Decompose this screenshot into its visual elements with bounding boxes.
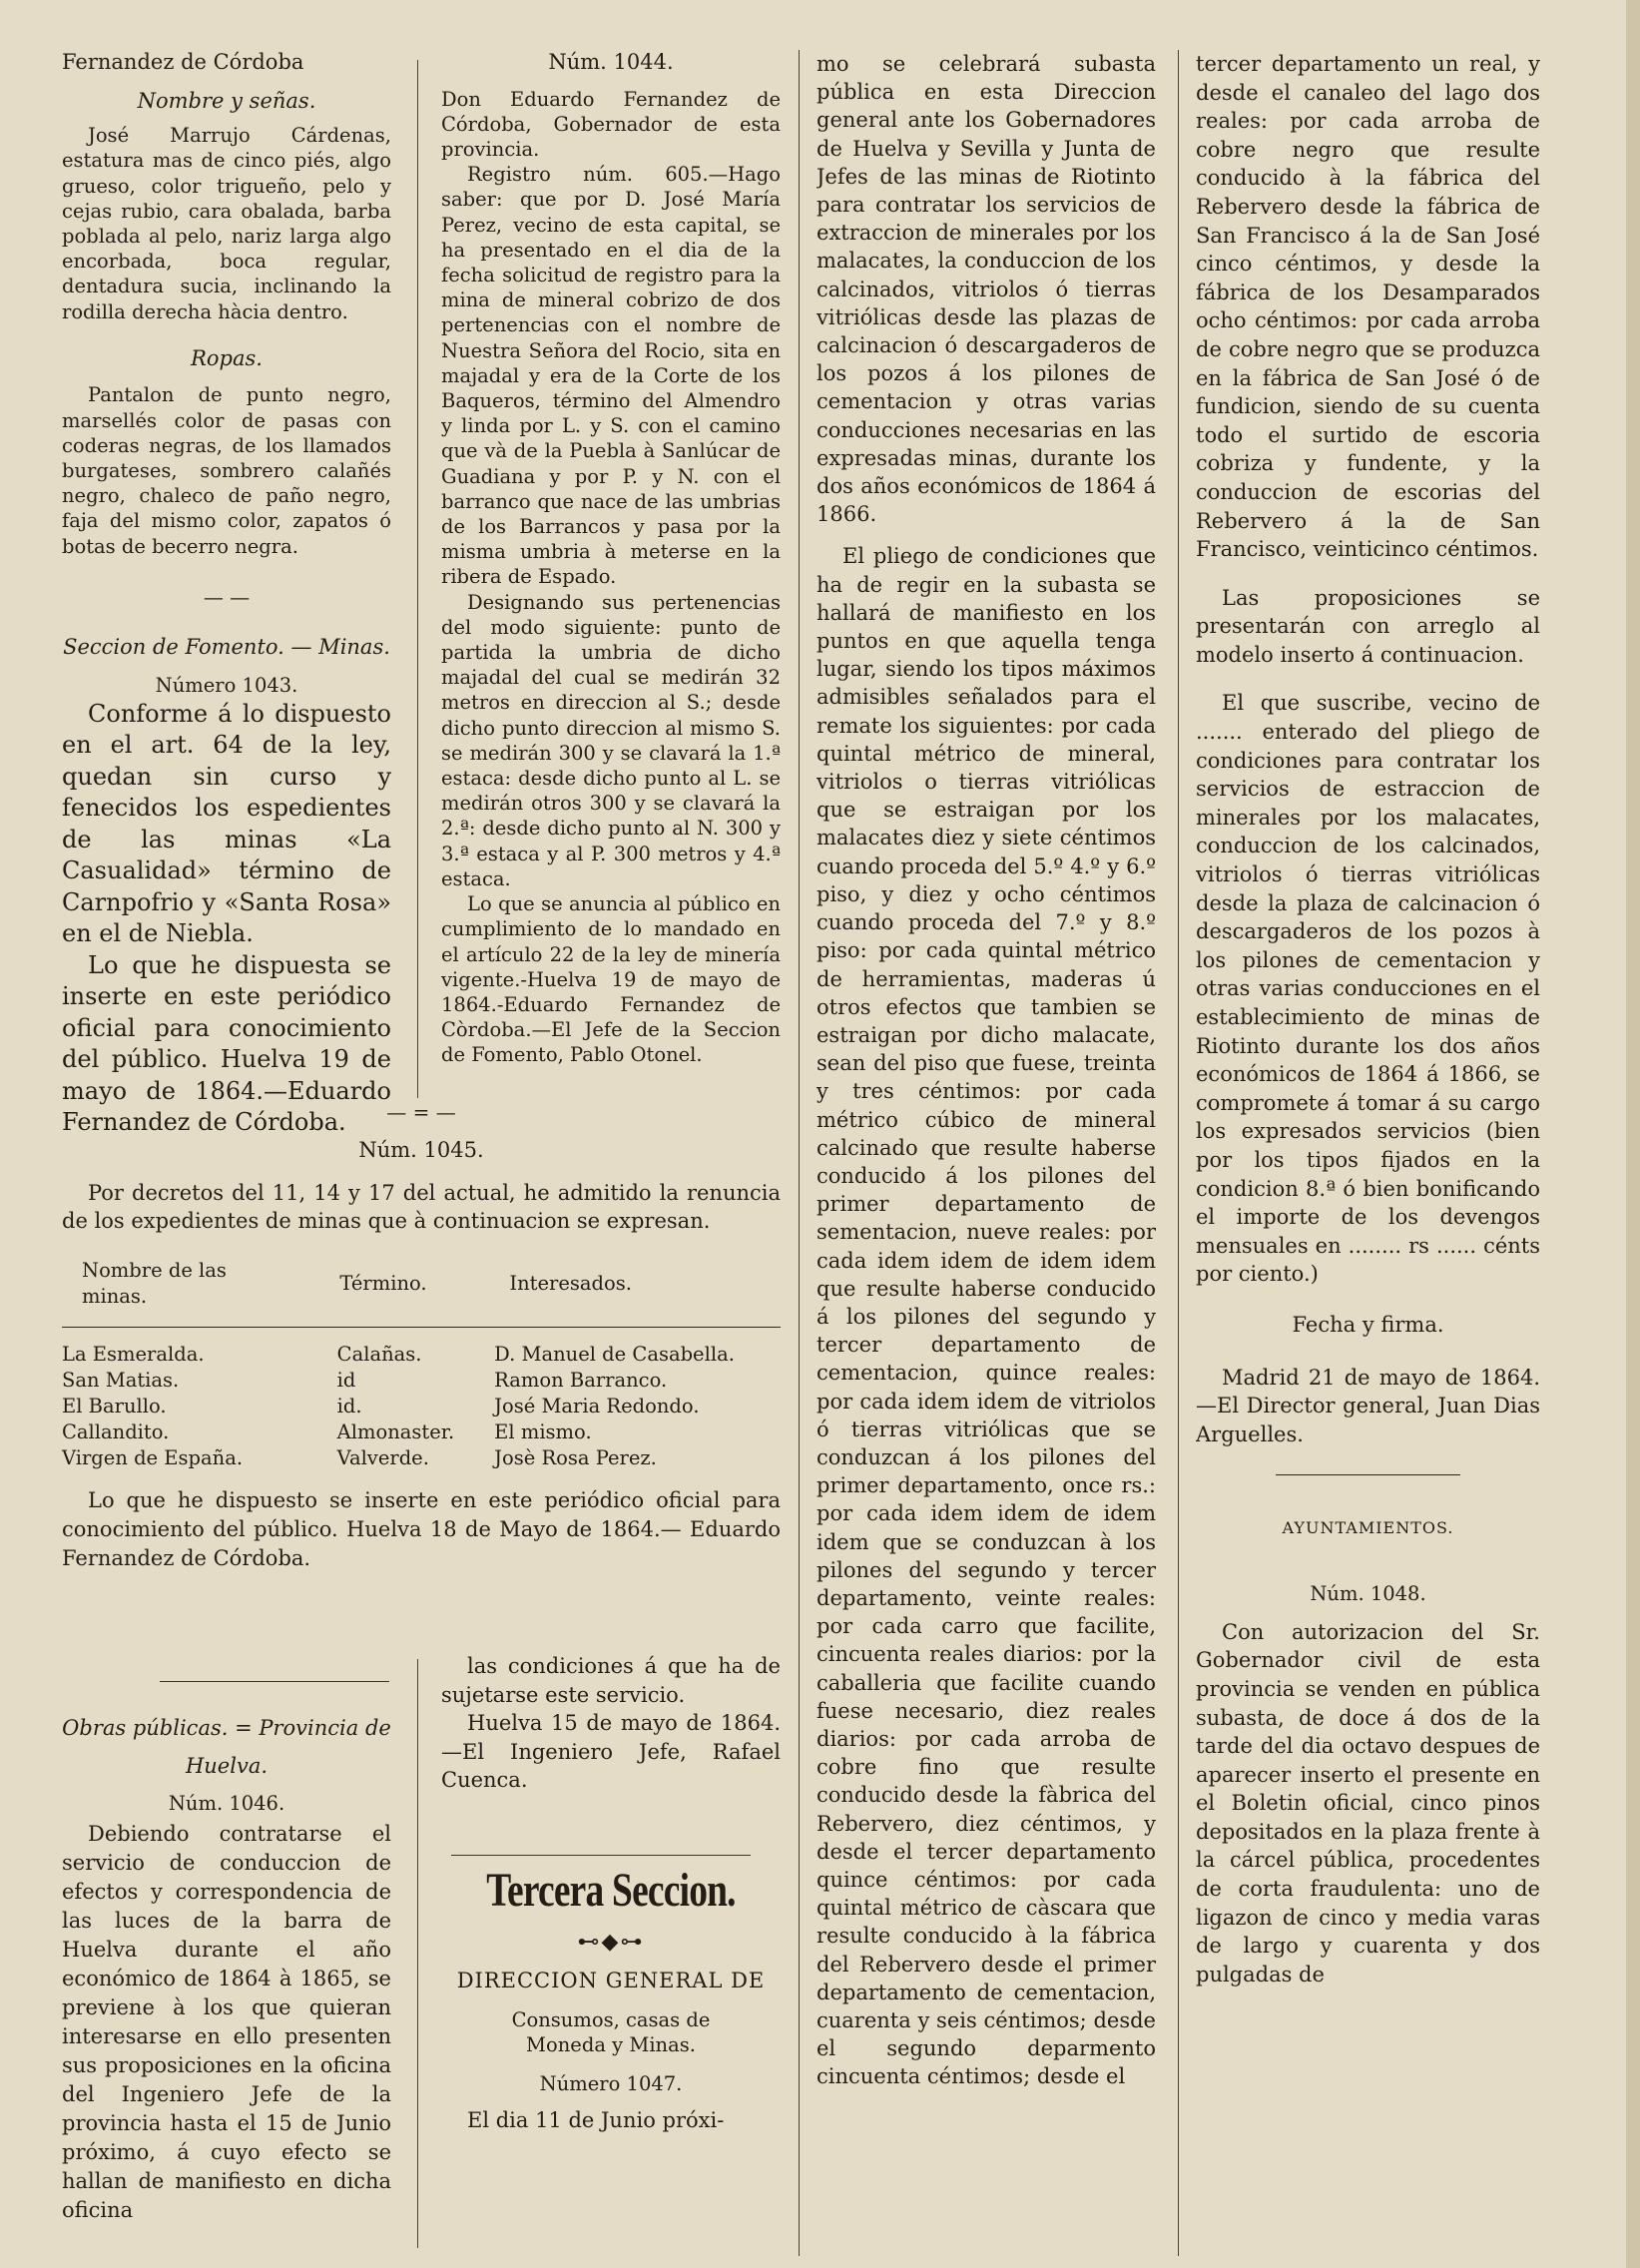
number-1047: Número 1047. — [539, 2071, 683, 2095]
table-row — [62, 1342, 781, 1368]
col-header-nombre: Nombre de las minas. — [82, 1258, 227, 1308]
paragraph-modelo: El que suscribe, vecino de ....... enterado del pliego de condiciones para contratar los servicios de estraccion de minerales por los malacates, conduccion de los calcinados, vitriolos ó tierras vitriólicas desde la plaza de calcinacion ó descargaderos de los pozos à los pilones de cementacion y otras varias conducciones en el establecimiento de minas de Riotinto durante los dos años económicos de 1864 á 1866, se compromete á tomar á su cargo los expresados servicios (bien por los tipos fijados en la condicion 8.ª ó bien bonificando el importe de los devengos mensuales en ........ rs ...... cénts por ciento.) — [1196, 691, 1540, 1287]
col-header-interesados: Interesados. — [509, 1271, 632, 1295]
section-1045 — [62, 1098, 781, 1572]
column-3 — [817, 50, 1156, 2256]
paragraph-registro: Registro núm. 605.—Hago saber: que por D. José María Perez, vecino de esta capital, se ha presentado en el dia de la fecha solicitud de registro para la mina de mineral cobrizo de dos pertenencias con el nombre de Nuestra Señora del Rocio, sita en majadal y era de la Corte de los Baqueros, término del Almendro y linda por L. y S. con el camino que và de la Puebla à Sanlúcar de Guadiana y por P. y N. con el barranco que nace de las umbrias de los Barrancos y pasa por la misma umbria à meterse en la ribera de Espado. — [441, 163, 781, 589]
col1-header: Fernandez de Córdoba — [62, 50, 304, 74]
paragraph-1045-close: Lo que he dispuesto se inserte en este periódico oficial para conocimiento del público. Huelva 18 de Mayo de 1864.— Eduardo Fernandez de Córdoba. — [62, 1488, 781, 1570]
table-header-row — [62, 1258, 781, 1310]
paragraph-1046-cont: las condiciones á que ha de sujetarse este servicio. — [441, 1654, 781, 1707]
paragraph-proposiciones: Las proposiciones se presentarán con arreglo al modelo inserto á continuacion. — [1196, 585, 1540, 667]
interesado-cell: El mismo. — [494, 1419, 592, 1443]
heading-ropas: Ropas. — [191, 345, 263, 370]
separator-1: — — — [203, 584, 251, 609]
interesado-cell: Ramon Barranco. — [494, 1369, 668, 1393]
column-rule-3 — [1178, 50, 1179, 2256]
mine-name-cell: San Matias. — [62, 1369, 180, 1393]
column-rule-1 — [417, 60, 418, 1098]
paragraph-1047-start: El dia 11 de Junio próxi- — [467, 2108, 725, 2133]
heading-direccion-general: DIRECCION GENERAL DE — [456, 1968, 766, 1992]
separator-2: — = — — [386, 1100, 456, 1124]
paragraph-anuncia: Lo que se anuncia al público en cumplimiento de lo mandado en el artículo 22 de la ley de minería vigente.-Huelva 19 de mayo de 1864.-Eduardo Fernandez de Còrdoba.—El Jefe de la Seccion de Fomento, Pablo Otonel. — [441, 892, 781, 1067]
column-1-lower — [62, 1709, 391, 2225]
termino-cell: Calañas. — [336, 1343, 422, 1367]
paragraph-ropas: Pantalon de punto negro, marsellés color de pasas con coderas negras, de los llamados burgateses, sombrero calañés negro, chaleco de paño negro, faja del mismo color, zapatos ó botas de becerro negra. — [62, 383, 391, 558]
rule-lower-left — [160, 1681, 389, 1682]
table-row — [62, 1419, 781, 1445]
paragraph-1043b: Lo que he dispuesta se inserte en este periódico oficial para conocimiento del público. Huelva 19 de mayo de 1864.—Eduardo Fernandez de Córdoba. — [62, 950, 391, 1137]
heading-seccion-fomento: Seccion de Fomento. — Minas. — [63, 634, 390, 659]
number-1048: Núm. 1048. — [1310, 1581, 1426, 1605]
column-4 — [1196, 50, 1540, 2256]
interesado-cell: José Maria Redondo. — [494, 1394, 700, 1418]
column-1 — [62, 48, 391, 1139]
paragraph-pliego: El pliego de condiciones que ha de regir en la subasta se hallará de manifiesto en los puntos en que aquella tenga lugar, siendo los tipos máximos admisibles señalados para el remate los siguientes: por cada quintal métrico de mineral, vitriolos o tierras vitriólicas que se estraigan por los malacates diez y siete céntimos cuando proceda del 5.º 4.º y 6.º piso, y diez y ocho céntimos cuando proceda del 7.º y 8.º piso: por cada quintal métrico de herramientas, maderas ú otros efectos que tambien se estraigan por dicho malacate, sean del piso que fuese, treinta y tres céntimos: por cada métrico cúbico de mineral calcinado que resulte haberse conducido á los pilones del primer departamento de sementacion, nueve reales: por cada idem idem de idem idem que resulte haberse conducido á los pilones del segundo y tercer departamento de cementacion, quince reales: por cada idem idem de vitriolos ó tierras vitriólicas que se conduzcan á los pilones del primer departamento, once rs.: por cada idem idem de idem idem que se conduzcan à los pilones del segundo y tercer departamento, veinte reales: por cada carro que facilite, cincuenta reales diarios: por la caballeria que facilite cuando fuese necesario, diez reales diarios: por cada arroba de cobre fino que resulte conducido desde la fàbrica del Rebervero, diez céntimos, y desde el tercer departamento quince céntimos: por cada quintal métrico de càscara que resulte conducido à la fábrica del Rebervero desde el primer departamento de cementacion, cuarenta y seis céntimos; desde el segundo deparmento cincuenta céntimos; desde el — [817, 544, 1156, 2089]
mine-name-cell: La Esmeralda. — [62, 1343, 205, 1367]
mine-name-cell: Callandito. — [62, 1419, 170, 1443]
number-1046: Núm. 1046. — [168, 1792, 285, 1815]
heading-nombre: Nombre y señas. — [137, 88, 316, 113]
fecha-firma: Fecha y firma. — [1292, 1312, 1444, 1337]
number-1043: Número 1043. — [155, 674, 298, 698]
paragraph-nombre: José Marrujo Cárdenas, estatura mas de cinco piés, algo grueso, color trigueño, pelo y cejas rubio, cara obalada, barba poblada al pelo, nariz larga algo encorbada, boca regular, dentadura sucia, inclinando la rodilla derecha hàcia dentro. — [62, 124, 391, 323]
column-2 — [441, 48, 781, 1068]
heading-obras-publicas: Obras públicas. = Provincia de Huelva. — [62, 1716, 391, 1778]
table-row — [62, 1368, 781, 1394]
termino-cell: Almonaster. — [336, 1419, 455, 1443]
interesado-cell: Josè Rosa Perez. — [494, 1445, 657, 1469]
table-rule — [62, 1327, 781, 1328]
paragraph-1045-intro: Por decretos del 11, 14 y 17 del actual, he admitido la renuncia de los expedientes de minas que à continuacion se expresan. — [62, 1180, 781, 1234]
table-row — [62, 1445, 781, 1471]
paragraph-intro-1044: Don Eduardo Fernandez de Córdoba, Gobernador de esta provincia. — [441, 87, 781, 161]
termino-cell: id. — [336, 1394, 362, 1418]
paragraph-1043a: Conforme á lo dispuesto en el art. 64 de la ley, quedan sin curso y fenecidos los espedientes de las minas «La Casualidad» término de Carnpofrio y «Santa Rosa» en el de Niebla. — [62, 699, 391, 948]
termino-cell: Valverde. — [336, 1445, 429, 1469]
column-2-lower — [441, 1652, 781, 2135]
column-rule-2 — [799, 50, 800, 2256]
interesado-cell: D. Manuel de Casabella. — [494, 1343, 735, 1367]
column-rule-1b — [417, 1659, 418, 2248]
page-edge — [1626, 0, 1640, 2268]
paragraph-madrid: Madrid 21 de mayo de 1864.—El Director general, Juan Dias Arguelles. — [1196, 1365, 1540, 1446]
mines-table-body — [62, 1342, 781, 1470]
mines-table — [62, 1258, 781, 1310]
col2-header: Núm. 1044. — [548, 50, 674, 74]
termino-cell: id — [336, 1369, 356, 1393]
paragraph-1048: Con autorizacion del Sr. Gobernador civil de esta provincia se venden en pública subasta, de doce á dos de la tarde del dia octavo despues de aparecer inserto el presente en el Boletin oficial, cinco pinos depositados en la plaza frente à la cárcel pública, procedentes de corta fraudulenta: uno de ligazon de cinco y media varas de largo y cuarenta y dos pulgadas de — [1196, 1619, 1540, 1986]
heading-ayuntamientos: AYUNTAMIENTOS. — [1282, 1518, 1454, 1538]
heading-consumos: Consumos, casas de Moneda y Minas. — [511, 2007, 711, 2056]
number-1045: Núm. 1045. — [358, 1138, 484, 1162]
mine-name-cell: El Barullo. — [62, 1394, 167, 1418]
mine-name-cell: Virgen de España. — [62, 1445, 244, 1469]
col-header-termino: Término. — [339, 1271, 427, 1295]
heading-tercera-seccion: Tercera Seccion. — [486, 1863, 736, 1917]
paragraph-1047-cont: mo se celebrará subasta pública en esta Direccion general ante los Gobernadores de Huelva y Sevilla y Junta de Jefes de las minas de Riotinto para contratar los servicios de extraccion de minerales por los malacates, la conduccion de los calcinados, vitriolos ó tierras vitriólicas desde las plazas de calcinacion ó descargaderos de los pozos á los pilones de cementacion y otras varias conducciones necesarias en las expresadas minas, durante los dos años económicos de 1864 á 1866. — [817, 52, 1156, 527]
paragraph-1046-sign: Huelva 15 de mayo de 1864.—El Ingeniero Jefe, Rafael Cuenca. — [441, 1711, 781, 1793]
paragraph-1046: Debiendo contratarse el servicio de conduccion de efectos y correspondencia de las luces de la barra de Huelva durante el año económico de 1864 à 1865, se previene à los que quieran interesarse en ello presenten sus proposiciones en la oficina del Ingeniero Jefe de la provincia hasta el 15 de Junio próximo, á cuyo efecto se hallan de manifiesto en dicha oficina — [62, 1822, 391, 2223]
paragraph-pliego-cont: tercer departamento un real, y desde el canaleo del lago dos reales: por cada arroba de cobre negro que resulte conducido à la fábrica del Rebervero desde la fábrica de San Francisco á la de San José cinco céntimos, y desde la fábrica de los Desamparados ocho céntimos: por cada arroba de cobre negro que se produzca en la fábrica de San José ó de fundicion, siendo de su cuenta todo el surtido de escoria cobriza y fundente, y la conduccion de escorias del Rebervero á la de San Francisco, veinticinco céntimos. — [1196, 52, 1540, 562]
paragraph-designando: Designando sus pertenencias del modo siguiente: punto de partida la umbria de dicho majadal del cual se medirán 32 metros en direccion al S.; desde dicho punto direccion al mismo S. se medirán 300 y se clavará la 1.ª estaca: desde dicho punto al L. se medirán otros 300 y se clavará la 2.ª: desde dicho punto al N. 300 y 3.ª estaca y al P. 300 metros y 4.ª estaca. — [441, 590, 781, 890]
table-row — [62, 1394, 781, 1419]
ornament: ⊷◆⊶ — [577, 1929, 645, 1955]
rule-ayuntamientos — [1276, 1474, 1460, 1475]
